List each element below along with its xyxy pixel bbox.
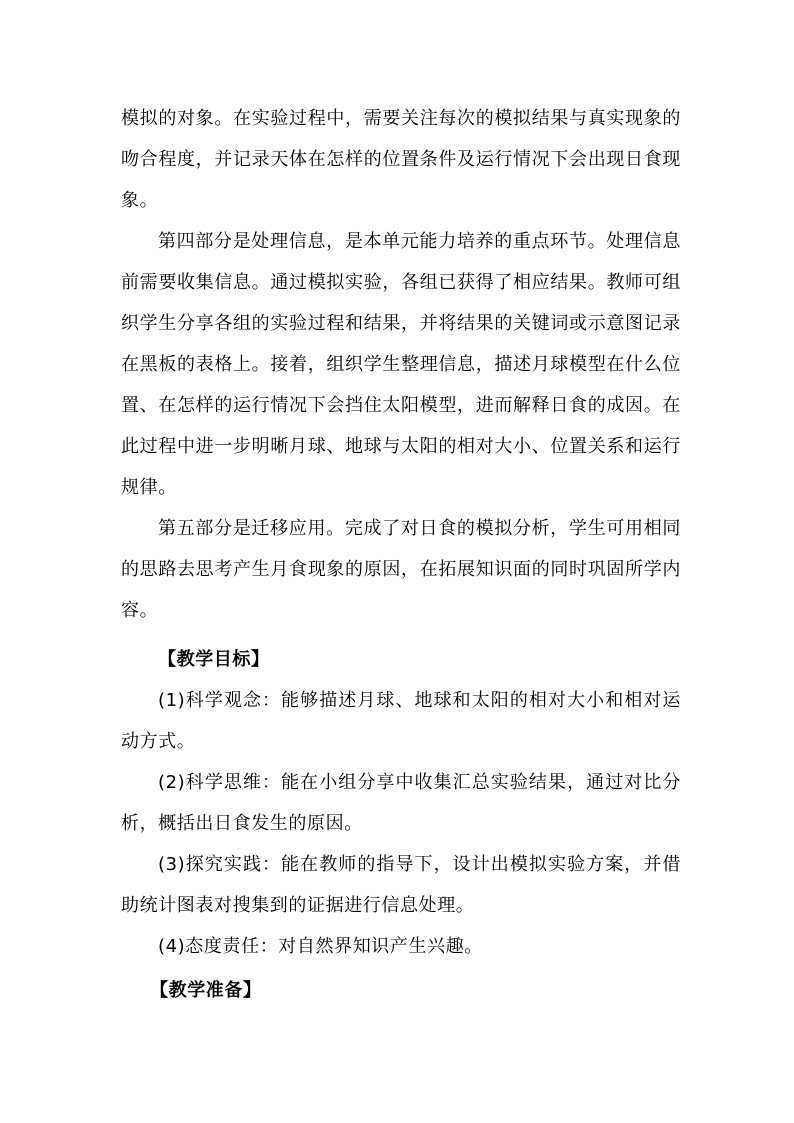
paragraph-part-four: 第四部分是处理信息，是本单元能力培养的重点环节。处理信息前需要收集信息。通过模拟实验，各组已获得了相应结果。教师可组织学生分享各组的实验过程和结果，并将结果的关键词或示意图记录在黑板的表格上。接着，组织学生整理信息，描述月球模型在什么位置、在怎样的运行情况下会挡住太阳模型，进而解释日食的成因。在此过程中进一步明晰月球、地球与太阳的相对大小、位置关系和运行规律。 <box>121 231 681 498</box>
section-heading-objectives: 【教学目标】 <box>158 649 270 670</box>
paragraph-part-five: 第五部分是迁移应用。完成了对日食的模拟分析，学生可用相同的思路去思考产生月食现象的原因，在拓展知识面的同时巩固所学内容。 <box>121 518 681 621</box>
objective-item-1: (1)科学观念：能够描述月球、地球和太阳的相对大小和相对运动方式。 <box>121 690 681 752</box>
objective-item-4: (4)态度责任：对自然界知识产生兴趣。 <box>158 936 483 957</box>
objective-item-3: (3)探究实践：能在教师的指导下，设计出模拟实验方案，并借助统计图表对搜集到的证据进行信息处理。 <box>121 854 681 916</box>
section-heading-preparation: 【教学准备】 <box>150 980 262 1001</box>
paragraph-simulation-observation: 模拟的对象。在实验过程中，需要关注每次的模拟结果与真实现象的吻合程度，并记录天体在怎样的位置条件及运行情况下会出现日食现象。 <box>121 108 681 211</box>
objective-item-2: (2)科学思维：能在小组分享中收集汇总实验结果，通过对比分析，概括出日食发生的原因。 <box>121 772 681 834</box>
